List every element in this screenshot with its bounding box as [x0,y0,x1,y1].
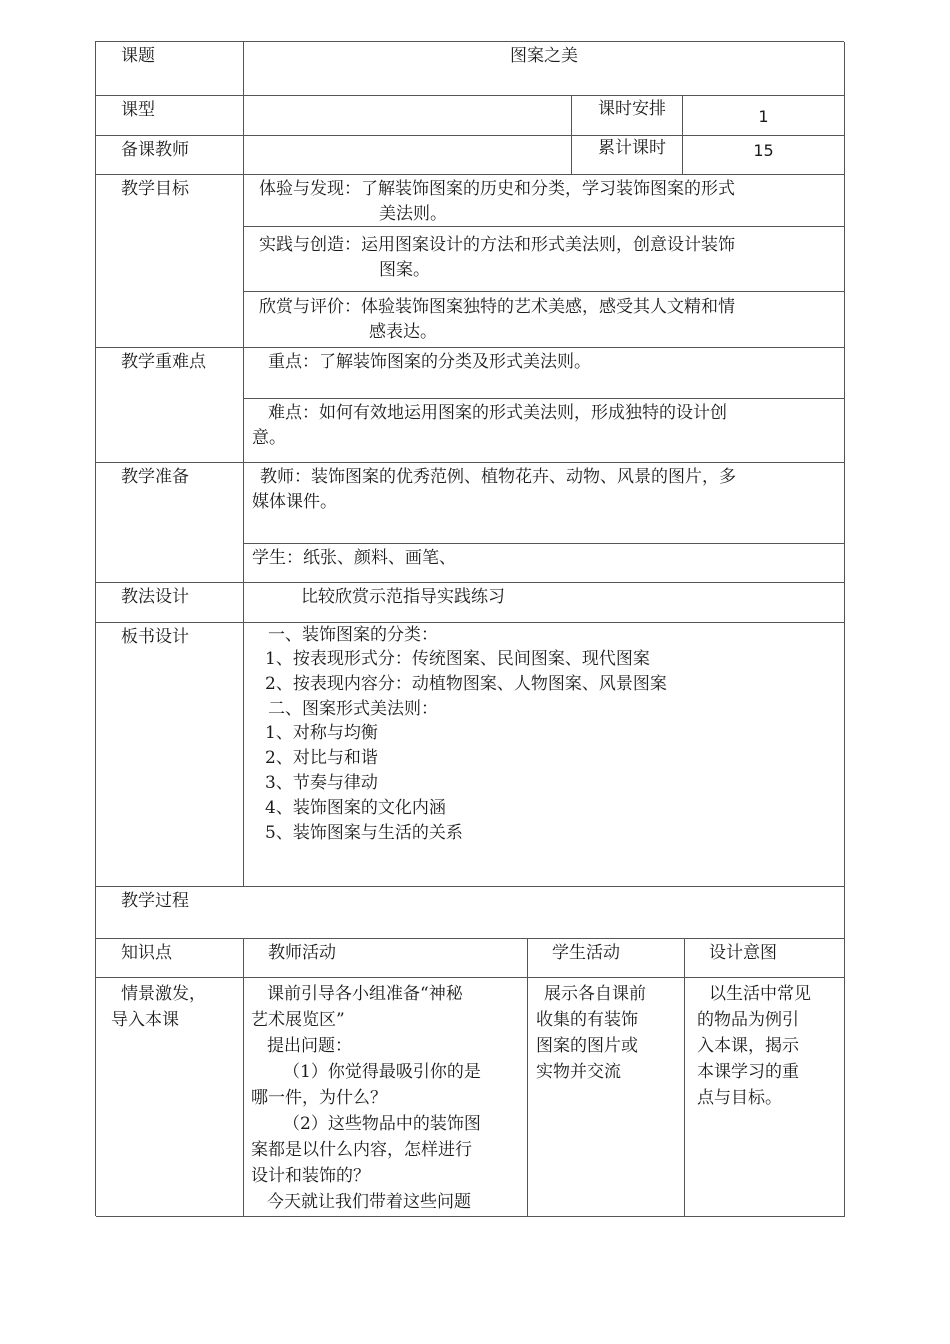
board-line: 2、对比与和谐 [265,748,378,768]
type-value [244,96,572,136]
objective-item [244,292,845,348]
difficulty-line: 意。 [252,428,286,448]
keypoints-label: 教学重难点 [96,348,244,463]
process-teacher-cell [244,978,528,1217]
objective-text: 运用图案设计的方法和形式美法则，创意设计装饰 [361,235,735,255]
preparation-line: 媒体课件。 [252,492,337,512]
lesson-plan-table [95,41,844,1216]
teacher-activity-line: （2）这些物品中的装饰图 [283,1114,481,1134]
knowledge-line: 导入本课 [111,1010,179,1030]
objective-cont: 感表达。 [369,322,437,342]
teacher-activity-line: 提出问题： [267,1036,352,1056]
student-activity-line: 收集的有装饰 [536,1010,638,1030]
knowledge-line: 情景激发， [121,984,206,1004]
preparation-label: 教学准备 [96,463,244,583]
teacher-activity-line: 设计和装饰的？ [251,1166,370,1186]
teacher-activity-line: 课前引导各小组准备“神秘 [267,984,463,1004]
objective-cont: 图案。 [379,260,430,280]
objective-item [244,227,845,292]
hours-value: 1 [683,96,845,136]
preparation-line: 教师：装饰图案的优秀范例、植物花卉、动物、风景的图片，多 [260,467,736,487]
total-value: 15 [683,136,845,175]
difficulty-point [244,399,845,463]
preparation-teacher [244,463,845,544]
teacher-activity-line: （1）你觉得最吸引你的是 [283,1062,481,1082]
student-activity-line: 展示各自课前 [544,984,646,1004]
method-label: 教法设计 [96,583,244,623]
board-content [244,623,845,887]
objective-head: 实践与创造： [259,235,361,255]
topic-label: 课题 [96,42,244,96]
objective-text: 体验装饰图案独特的艺术美感，感受其人文精和情 [361,297,735,317]
process-student-cell [528,978,685,1217]
process-label: 教学过程 [96,887,845,939]
col-student: 学生活动 [528,939,685,978]
intent-line: 本课学习的重 [697,1062,799,1082]
col-knowledge: 知识点 [96,939,244,978]
teacher-activity-line: 今天就让我们带着这些问题 [267,1192,471,1212]
lesson-plan-page [95,41,844,1216]
board-line: 2、按表现内容分：动植物图案、人物图案、风景图案 [265,674,667,694]
board-line: 4、装饰图案的文化内涵 [265,798,446,818]
teacher-value [244,136,572,175]
board-line: 二、图案形式美法则： [268,699,438,719]
hours-label: 课时安排 [572,96,683,136]
student-activity-line: 图案的图片或 [536,1036,638,1056]
board-label: 板书设计 [96,623,244,887]
student-activity-line: 实物并交流 [536,1062,621,1082]
process-knowledge-cell [96,978,244,1217]
objective-text: 了解装饰图案的历史和分类，学习装饰图案的形式 [361,179,735,199]
objectives-label: 教学目标 [96,175,244,348]
preparation-student: 学生：纸张、颜料、画笔、 [244,544,845,583]
board-line: 5、装饰图案与生活的关系 [265,823,463,843]
objective-head: 欣赏与评价： [259,297,361,317]
board-line: 1、对称与均衡 [265,723,378,743]
topic-value: 图案之美 [244,42,845,96]
intent-line: 以生活中常见 [709,984,811,1004]
board-line: 一、装饰图案的分类： [268,625,438,645]
type-label: 课型 [96,96,244,136]
teacher-activity-line: 哪一件，为什么？ [251,1088,387,1108]
intent-line: 入本课，揭示 [697,1036,799,1056]
col-teacher: 教师活动 [244,939,528,978]
objective-cont: 美法则。 [379,204,447,224]
teacher-label: 备课教师 [96,136,244,175]
col-intent: 设计意图 [685,939,845,978]
teacher-activity-line: 艺术展览区” [251,1010,345,1030]
total-label: 累计课时 [572,136,683,175]
process-intent-cell [685,978,845,1217]
difficulty-line: 难点：如何有效地运用图案的形式美法则，形成独特的设计创 [268,403,727,423]
intent-line: 点与目标。 [697,1088,782,1108]
focus-point: 重点：了解装饰图案的分类及形式美法则。 [244,348,845,399]
intent-line: 的物品为例引 [697,1010,799,1030]
objective-head: 体验与发现： [259,179,361,199]
objective-item [244,175,845,227]
teacher-activity-line: 案都是以什么内容，怎样进行 [251,1140,472,1160]
board-line: 3、节奏与律动 [265,773,378,793]
method-value: 比较欣赏示范指导实践练习 [244,583,845,623]
board-line: 1、按表现形式分：传统图案、民间图案、现代图案 [265,649,650,669]
